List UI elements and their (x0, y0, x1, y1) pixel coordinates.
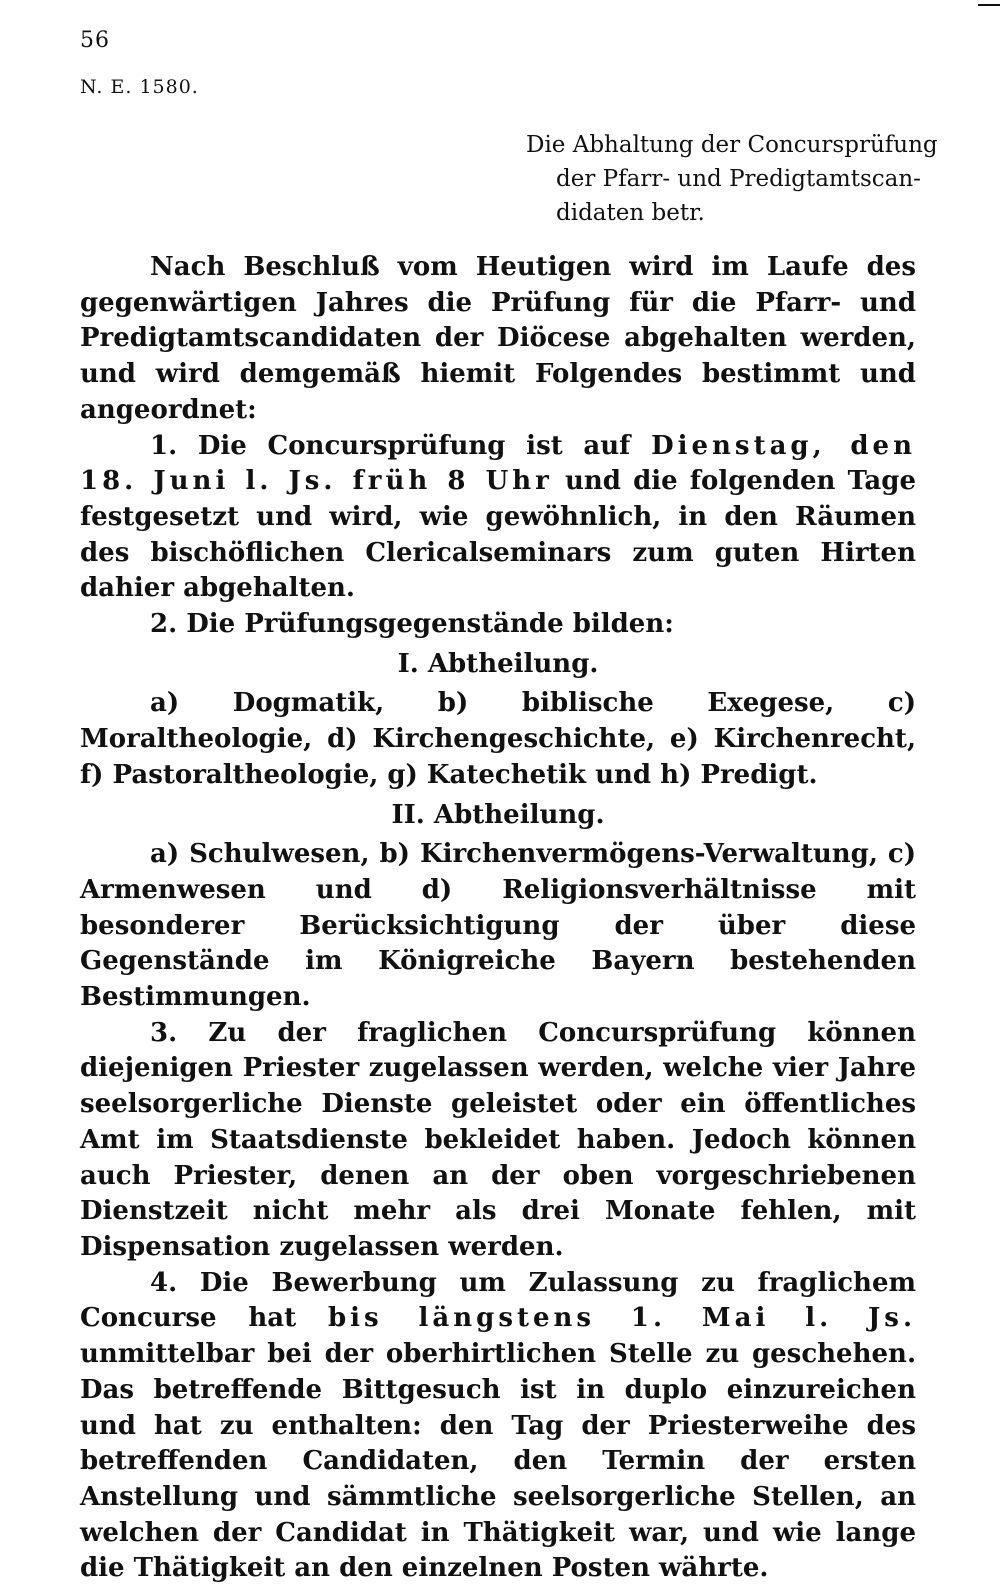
paragraph-4-start: 4. Die Bewerbung um Zulassung zu fraglichem Concurse hat (80, 1267, 916, 1334)
document-body (80, 250, 916, 1587)
paragraph-4 (80, 1266, 916, 1587)
paragraph-1 (80, 429, 916, 608)
subject-line-1: Die Abhaltung der Concursprüfung (526, 132, 938, 158)
paragraph-3: 3. Zu der fraglichen Concursprüfung können diejenigen Priester zugelassen werden, welche vier Jahre seelsorgerliche Dienste geleistet oder ein öffentliches Amt im Staatsdienste bekleidet haben. Jedoch können auch Priester, denen an der oben vorgeschriebenen Dienstzeit nicht mehr als drei Monate fehlen, mit Dispensation zugelassen werden. (80, 1017, 916, 1262)
paragraph-1-start: 1. Die Concursprüfung ist auf (150, 430, 652, 461)
application-deadline: bis längstens 1. Mai l. Js. (328, 1303, 916, 1334)
section-2-subjects: a) Schulwesen, b) Kirchenvermögens-Verwaltung, c) Armenwesen und d) Religionsverhältnisse mit besonderer Berücksichtigung der über diese Gegenstände im Königreiche Bayern bestehenden Bestimmungen. (80, 839, 916, 1013)
paragraph-4-end: unmittelbar bei der oberhirtlichen Stelle zu geschehen. Das betreffende Bittgesuch ist in duplo einzureichen und hat zu enthalten: den Tag der Priesterweihe des betreffenden Candidaten, den Termin der ersten Anstellung und sämmtliche seelsorgerliche Stellen, an welchen der Candidat in Thätigkeit war, und wie lange die Thätigkeit an den einzelnen Posten währte. (80, 1339, 916, 1584)
paragraph-2: 2. Die Prüfungsgegenstände bilden: (150, 609, 674, 640)
subject-line-2: der Pfarr- und Predigtamtscan- (556, 166, 921, 192)
page-edge-mark (978, 4, 1000, 6)
exam-date: Dienstag, den 18. Juni l. Js. früh 8 Uhr (80, 430, 916, 497)
section-1-title: I. Abtheilung. (397, 648, 599, 679)
paragraph-1-end: und die folgenden Tage festgesetzt und wird, wie gewöhnlich, in den Räumen des bischöflichen Clericalseminars zum guten Hirten dahier abgehalten. (80, 466, 916, 604)
section-2-title: II. Abtheilung. (391, 799, 605, 830)
subject-heading (526, 128, 938, 230)
section-1-subjects: a) Dogmatik, b) biblische Exegese, c) Moraltheologie, d) Kirchengeschichte, e) Kirchenrecht, f) Pastoraltheologie, g) Katechetik und h) Predigt. (80, 688, 916, 790)
intro-paragraph: Nach Beschluß vom Heutigen wird im Laufe des gegenwärtigen Jahres die Prüfung für die Pfarr- und Predigtamtscandidaten der Diöcese abgehalten werden, und wird demgemäß hiemit Folgendes bestimmt und angeordnet: (80, 252, 916, 425)
reference-number: N. E. 1580. (80, 76, 199, 98)
page-number: 56 (80, 28, 110, 53)
subject-line-3: didaten betr. (556, 200, 705, 226)
